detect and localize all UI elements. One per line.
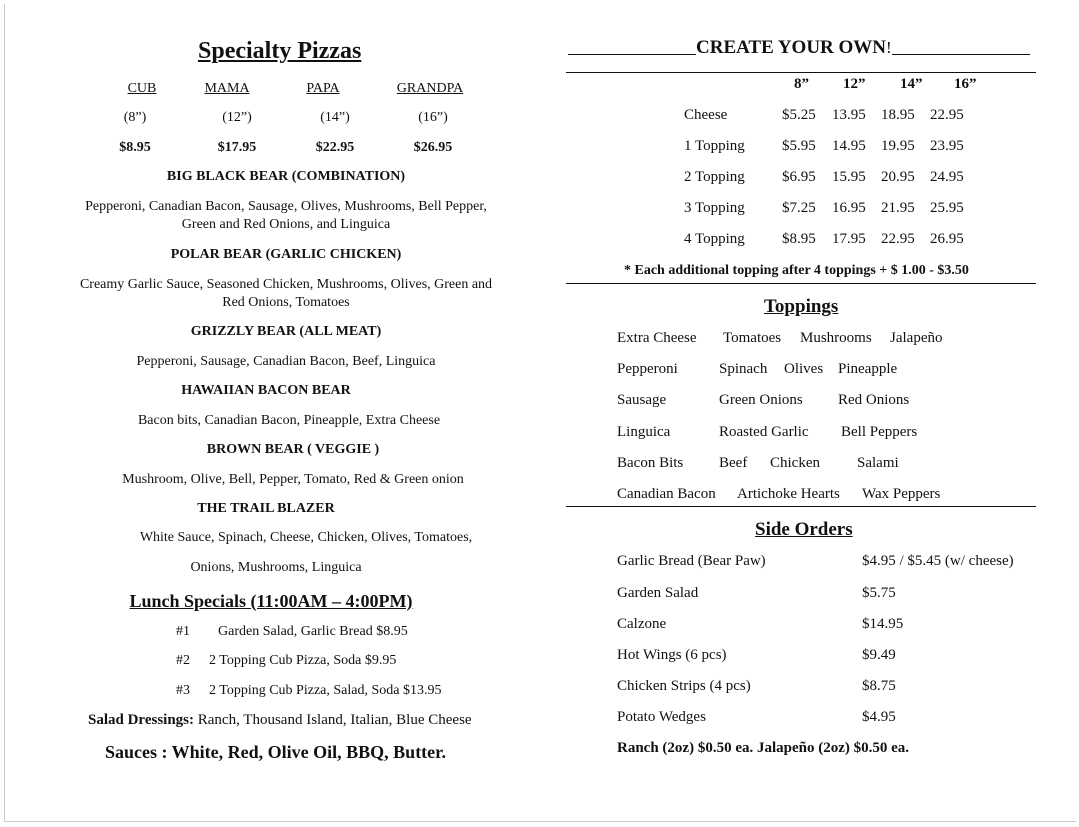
create-price: 25.95 — [930, 200, 964, 216]
size-inches-mama: (12”) — [222, 110, 252, 125]
size-name-papa: PAPA — [306, 81, 340, 96]
create-size-8: 8” — [794, 76, 809, 92]
topping-item: Red Onions — [838, 392, 910, 408]
topping-item: Salami — [857, 455, 899, 471]
lunch-item-number: #3 — [176, 683, 190, 698]
size-price-cub: $8.95 — [119, 140, 151, 155]
topping-item: Beef — [719, 455, 748, 471]
create-row-label: 2 Topping — [684, 169, 745, 185]
specialty-title: Specialty Pizzas — [198, 38, 362, 64]
side-price: $9.49 — [862, 647, 896, 663]
create-price: 23.95 — [930, 138, 964, 154]
create-row-label: Cheese — [684, 107, 728, 123]
create-price: 26.95 — [930, 231, 964, 247]
side-price: $4.95 / $5.45 (w/ cheese) — [862, 553, 1014, 569]
salad-dressings-list: Ranch, Thousand Island, Italian, Blue Cheese — [197, 712, 472, 728]
topping-item: Wax Peppers — [862, 486, 941, 502]
lunch-item-number: #2 — [176, 653, 190, 668]
create-price: 14.95 — [832, 138, 866, 154]
create-title-underline-right — [892, 53, 1030, 55]
topping-item: Pineapple — [838, 361, 898, 377]
size-inches-papa: (14”) — [320, 110, 350, 125]
create-row-label: 4 Topping — [684, 231, 745, 247]
create-price: 22.95 — [930, 107, 964, 123]
sides-title: Side Orders — [755, 519, 853, 540]
create-price: $5.25 — [782, 107, 816, 123]
topping-item: Artichoke Hearts — [737, 486, 840, 502]
size-inches-grandpa: (16”) — [418, 110, 448, 125]
size-inches-cub: (8”) — [123, 110, 147, 125]
topping-item: Green Onions — [719, 392, 803, 408]
salad-dressings-label: Salad Dressings: — [88, 712, 194, 728]
create-price: 13.95 — [832, 107, 866, 123]
salad-dressings — [88, 712, 472, 729]
create-title: CREATE YOUR OWN — [696, 37, 887, 58]
pizza-name: HAWAIIAN BACON BEAR — [181, 383, 351, 398]
toppings-bottom-rule — [566, 506, 1036, 507]
pizza-desc: Creamy Garlic Sauce, Seasoned Chicken, Mushrooms, Olives, Green and — [79, 277, 493, 292]
additional-topping-note: * Each additional topping after 4 toppings + $ 1.00 - $3.50 — [624, 263, 969, 278]
pizza-desc: Pepperoni, Sausage, Canadian Bacon, Beef, Linguica — [136, 354, 436, 369]
topping-item: Mushrooms — [800, 330, 872, 346]
pizza-name: BROWN BEAR ( VEGGIE ) — [206, 442, 380, 457]
dip-extras: Ranch (2oz) $0.50 ea. Jalapeño (2oz) $0.50 ea. — [617, 740, 910, 756]
create-price: 16.95 — [832, 200, 866, 216]
topping-item: Jalapeño — [890, 330, 943, 346]
create-size-16: 16” — [954, 76, 977, 92]
topping-item: Extra Cheese — [617, 330, 697, 346]
topping-item: Canadian Bacon — [617, 486, 716, 502]
create-price: $5.95 — [782, 138, 816, 154]
create-bottom-rule — [566, 283, 1036, 284]
lunch-item-text: Garden Salad, Garlic Bread $8.95 — [218, 624, 408, 639]
topping-item: Spinach — [719, 361, 768, 377]
create-price: $7.25 — [782, 200, 816, 216]
create-row-label: 3 Topping — [684, 200, 745, 216]
side-name: Hot Wings (6 pcs) — [617, 647, 727, 663]
create-price: 17.95 — [832, 231, 866, 247]
size-price-papa: $22.95 — [315, 140, 355, 155]
create-title-row — [568, 37, 1031, 59]
topping-item: Bacon Bits — [617, 455, 684, 471]
side-name: Garden Salad — [617, 585, 699, 601]
pizza-name: POLAR BEAR (GARLIC CHICKEN) — [170, 247, 402, 262]
pizza-desc: White Sauce, Spinach, Cheese, Chicken, Olives, Tomatoes, — [139, 530, 473, 545]
pizza-desc: Onions, Mushrooms, Linguica — [190, 560, 362, 575]
topping-item: Roasted Garlic — [719, 424, 809, 440]
size-price-mama: $17.95 — [217, 140, 257, 155]
topping-item: Pepperoni — [617, 361, 678, 377]
side-name: Chicken Strips (4 pcs) — [617, 678, 751, 694]
create-price: $6.95 — [782, 169, 816, 185]
sauces: Sauces : White, Red, Olive Oil, BBQ, Butter. — [105, 742, 447, 762]
side-name: Calzone — [617, 616, 667, 632]
create-title-underline-left — [568, 53, 696, 55]
side-price: $14.95 — [862, 616, 904, 632]
create-price: $8.95 — [782, 231, 816, 247]
size-name-cub: CUB — [127, 81, 157, 96]
side-name: Potato Wedges — [617, 709, 706, 725]
size-name-mama: MAMA — [204, 81, 250, 96]
create-price: 22.95 — [881, 231, 915, 247]
create-price: 20.95 — [881, 169, 915, 185]
pizza-name: GRIZZLY BEAR (ALL MEAT) — [190, 324, 382, 339]
pizza-name: THE TRAIL BLAZER — [197, 501, 335, 516]
side-price: $8.75 — [862, 678, 896, 694]
size-price-grandpa: $26.95 — [413, 140, 453, 155]
side-name: Garlic Bread (Bear Paw) — [617, 553, 766, 569]
lunch-item-text: 2 Topping Cub Pizza, Salad, Soda $13.95 — [209, 683, 442, 698]
topping-item: Olives — [784, 361, 824, 377]
topping-item: Tomatoes — [723, 330, 782, 346]
pizza-name: BIG BLACK BEAR (COMBINATION) — [166, 169, 406, 184]
topping-item: Chicken — [770, 455, 820, 471]
size-name-grandpa: GRANDPA — [396, 81, 464, 96]
lunch-item-number: #1 — [176, 624, 190, 639]
create-price: 15.95 — [832, 169, 866, 185]
toppings-title: Toppings — [764, 296, 839, 317]
topping-item: Bell Peppers — [841, 424, 918, 440]
topping-item: Linguica — [617, 424, 671, 440]
create-price: 24.95 — [930, 169, 964, 185]
topping-item: Sausage — [617, 392, 667, 408]
side-price: $5.75 — [862, 585, 896, 601]
lunch-title: Lunch Specials (11:00AM – 4:00PM) — [129, 591, 413, 611]
pizza-desc: Bacon bits, Canadian Bacon, Pineapple, Extra Cheese — [137, 413, 441, 428]
pizza-desc: Mushroom, Olive, Bell, Pepper, Tomato, Red & Green onion — [122, 472, 464, 487]
create-row-label: 1 Topping — [684, 138, 745, 154]
create-size-12: 12” — [843, 76, 866, 92]
pizza-desc: Green and Red Onions, and Linguica — [181, 217, 391, 232]
create-top-rule — [566, 72, 1036, 73]
create-price: 18.95 — [881, 107, 915, 123]
side-price: $4.95 — [862, 709, 896, 725]
pizza-desc: Red Onions, Tomatoes — [222, 295, 350, 310]
create-price: 19.95 — [881, 138, 915, 154]
create-title-bang: ! — [886, 38, 892, 57]
lunch-item-text: 2 Topping Cub Pizza, Soda $9.95 — [209, 653, 397, 668]
create-size-14: 14” — [900, 76, 923, 92]
pizza-desc: Pepperoni, Canadian Bacon, Sausage, Olives, Mushrooms, Bell Pepper, — [85, 199, 487, 214]
create-price: 21.95 — [881, 200, 915, 216]
